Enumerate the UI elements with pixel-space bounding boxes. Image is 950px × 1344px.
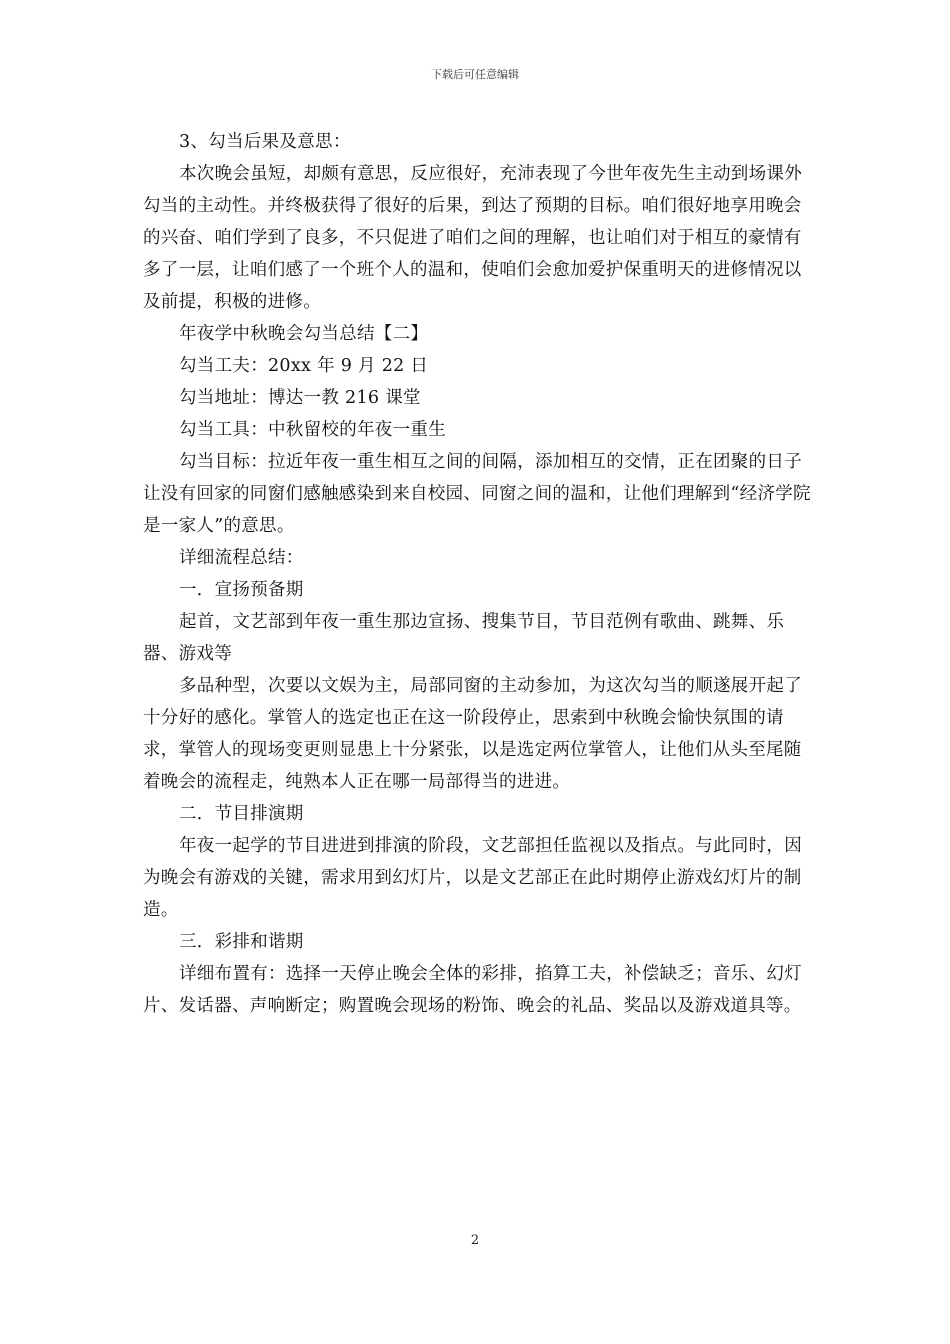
process-summary-heading: 详细流程总结： — [179, 548, 304, 568]
paragraph-results: 本次晚会虽短，却颇有意思，反应很好，充沛表现了今世年夜先生主动到场课外勾当的主动性。并终极获得了很好的后果，到达了预期的目标。咱们很好地享用晚会的兴奋、咱们学到了良多，不只促进了咱们之间的理解，也让咱们对于相互的豪情有多了一层，让咱们感了一个班个人的温和，使咱们会愈加爱护保重明天的进修情况以及前提，积极的进修。 — [143, 164, 802, 312]
paragraph-stage-two: 年夜一起学的节目进进到排演的阶段，文艺部担任监视以及指点。与此同时，因为晚会有游戏的关键，需求用到幻灯片，以是文艺部正在此时期停止游戏幻灯片的制造。 — [143, 836, 802, 920]
stage-two-heading: 二．节目排演期 — [179, 804, 304, 824]
activity-goal: 勾当目标：拉近年夜一重生相互之间的间隔，添加相互的交情，正在团聚的日子让没有回家的同窗们感触感染到来自校园、同窗之间的温和，让他们理解到“经济学院是一家人”的意思。 — [143, 452, 811, 536]
activity-location: 勾当地址：博达一教 216 课堂 — [179, 388, 421, 408]
paragraph-stage-three: 详细布置有：选择一天停止晚会全体的彩排，掐算工夫，补偿缺乏；音乐、幻灯片、发话器、声响断定；购置晚会现场的粉饰、晚会的礼品、奖品以及游戏道具等。 — [143, 964, 802, 1016]
paragraph-stage-one-b: 多品种型，次要以文娱为主，局部同窗的主动参加，为这次勾当的顺遂展开起了十分好的感化。掌管人的选定也正在这一阶段停止，思索到中秋晚会愉快氛围的请求，掌管人的现场变更则显患上十分紧张，以是选定两位掌管人，让他们从头至尾随着晚会的流程走，纯熟本人正在哪一局部得当的进进。 — [143, 676, 802, 792]
page-header: 下载后可任意编辑 — [431, 68, 519, 81]
stage-three-heading: 三．彩排和谐期 — [179, 932, 304, 952]
section-heading-results: 3、勾当后果及意思： — [179, 132, 351, 152]
document-body — [143, 126, 813, 1022]
section-title-two: 年夜学中秋晚会勾当总结【二】 — [179, 324, 429, 344]
activity-participants: 勾当工具：中秋留校的年夜一重生 — [179, 420, 446, 440]
page-number: 2 — [470, 1233, 480, 1248]
stage-one-heading: 一．宣扬预备期 — [179, 580, 304, 600]
paragraph-stage-one-a: 起首，文艺部到年夜一重生那边宣扬、搜集节目，节目范例有歌曲、跳舞、乐器、游戏等 — [143, 612, 785, 664]
activity-time: 勾当工夫：20xx 年 9 月 22 日 — [179, 356, 429, 376]
